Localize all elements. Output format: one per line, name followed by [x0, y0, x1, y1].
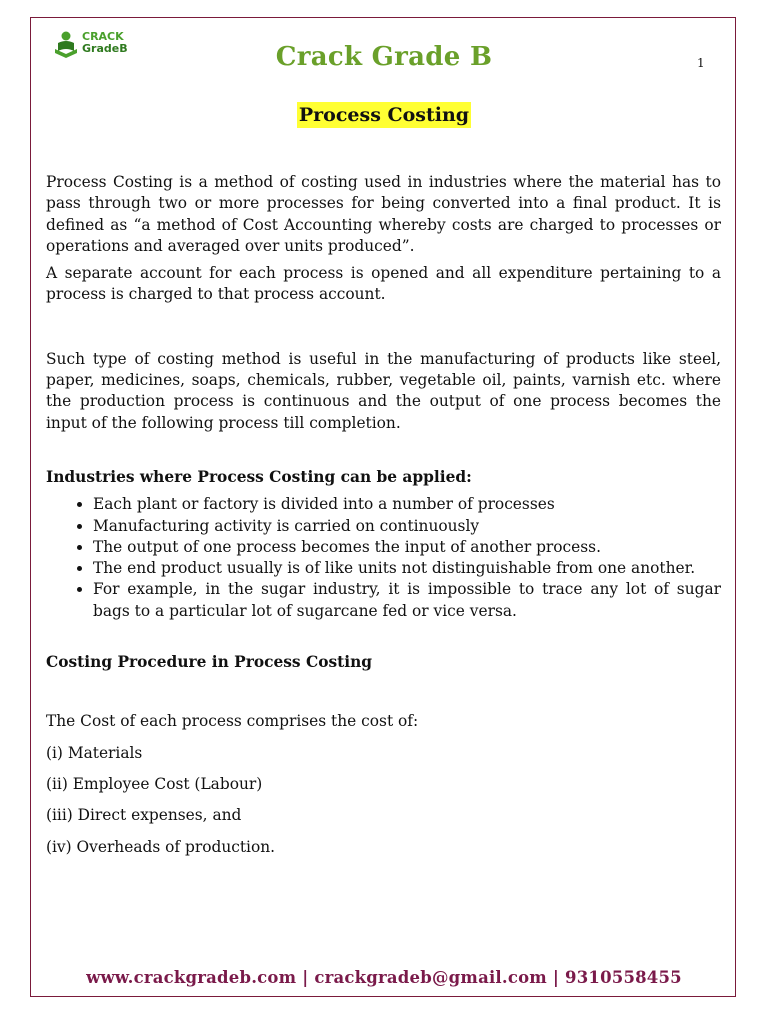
procedure-intro: The Cost of each process comprises the cost of: [46, 712, 419, 731]
industries-bullet-list [46, 494, 721, 622]
logo-line-2: GradeB [82, 42, 128, 55]
doc-title-container [0, 102, 768, 128]
list-item: • Manufacturing activity is carried on continuously [93, 516, 721, 537]
brand-title: Crack Grade B [275, 42, 493, 72]
section-heading-industries: Industries where Process Costing can be applied: [46, 467, 472, 486]
doc-title: Process Costing [298, 104, 470, 126]
list-item: • For example, in the sugar industry, it is impossible to trace any lot of sugar bags to a particular lot of sugarcane fed or vice versa. [93, 579, 721, 622]
footer-contact: www.crackgradeb.com | crackgradeb@gmail.com | 9310558455 [86, 968, 682, 987]
logo-line-1: CRACK [82, 30, 124, 43]
paragraph-definition: Process Costing is a method of costing used in industries where the material has to pass through two or more processes for being converted into a final product. It is defined as “a method of Cost Accounting whereby costs are charged to processes or operations and averaged over units produced”. [46, 173, 721, 255]
cost-item: (i) Materials [46, 743, 143, 762]
paragraph-applications: Such type of costing method is useful in the manufacturing of products like steel, paper, medicines, soaps, chemicals, rubber, vegetable oil, paints, varnish etc. where the production process is continuous and the output of one process becomes the input of the following process till completion. [46, 349, 721, 432]
document-body [46, 172, 721, 858]
section-heading-procedure: Costing Procedure in Process Costing [46, 653, 373, 672]
paragraph-process-account: A separate account for each process is opened and all expenditure pertaining to a process is charged to that process account. [46, 264, 721, 304]
cost-item: (iii) Direct expenses, and [46, 806, 242, 825]
list-item: • Each plant or factory is divided into a number of processes [93, 494, 721, 515]
page-number: 1 [697, 56, 705, 70]
cost-item: (ii) Employee Cost (Labour) [46, 774, 263, 793]
list-item: • The end product usually is of like units not distinguishable from one another. [93, 558, 721, 579]
cost-item: (iv) Overheads of production. [46, 837, 276, 856]
list-item: • The output of one process becomes the input of another process. [93, 537, 721, 558]
